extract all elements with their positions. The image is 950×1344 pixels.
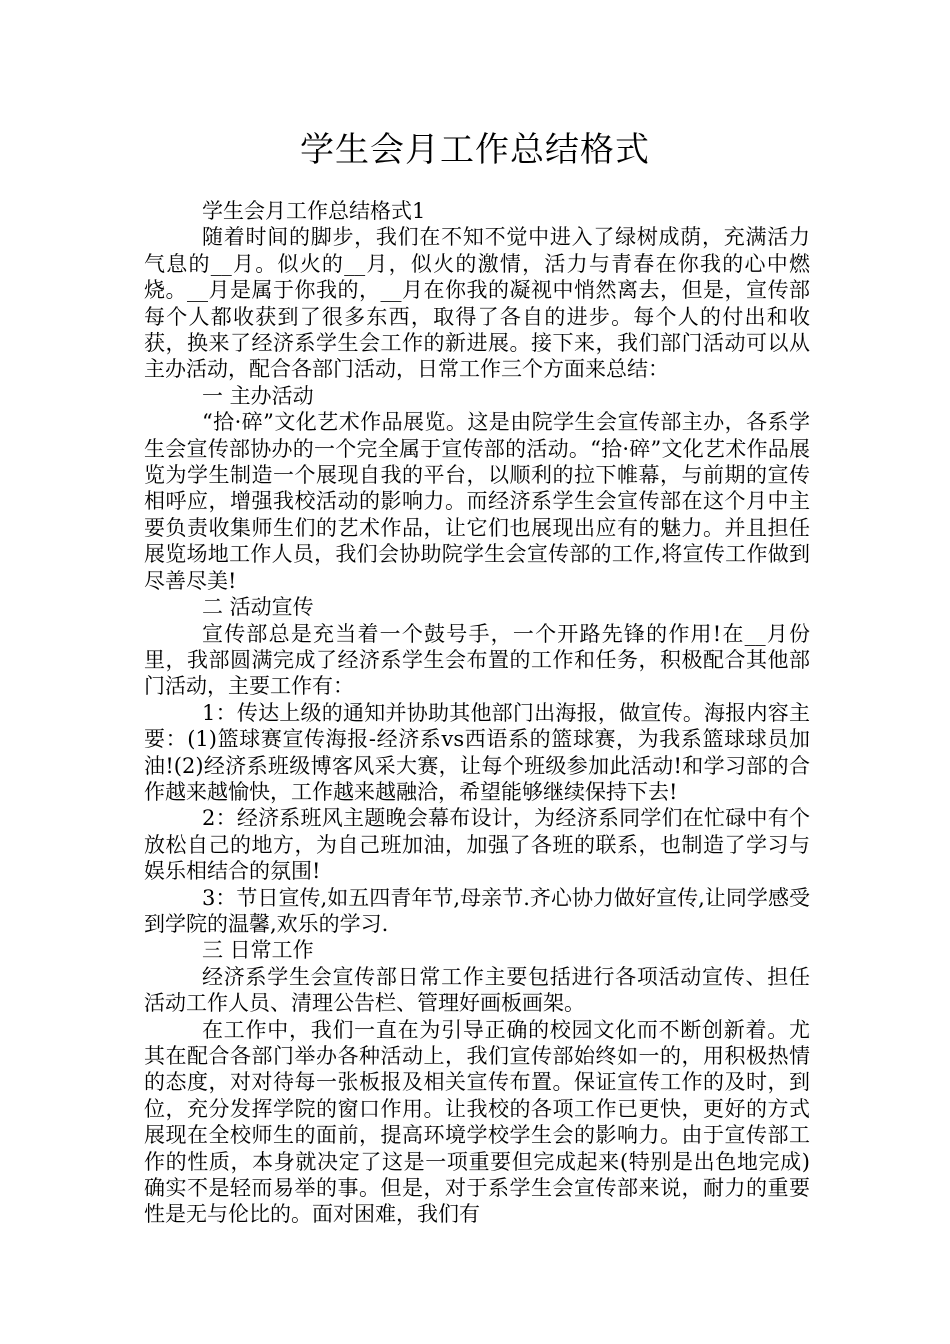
section-heading: 一 主办活动 bbox=[202, 383, 314, 408]
body-paragraph: “拾·碎”文化艺术作品展览。这是由院学生会宣传部主办，各系学生会宣传部协办的一个完全属于宣传部的活动。“拾·碎”文化艺术作品展览为学生制造一个展现自我的平台，以顺利的拉下帷幕，与前期的宣传相呼应，增强我校活动的影响力。而经济系学生会宣传部在这个月中主要负责收集师生们的艺术作品，让它们也展现出应有的魅力。并且担任展览场地工作人员，我们会协助院学生会宣传部的工作,将宣传工作做到尽善尽美! bbox=[144, 410, 810, 593]
section-heading: 三 日常工作 bbox=[202, 938, 314, 963]
section-subtitle: 学生会月工作总结格式1 bbox=[202, 199, 426, 223]
list-item: 3：节日宣传,如五四青年节,母亲节.齐心协力做好宣传,让同学感受到学院的温馨,欢乐的学习. bbox=[144, 885, 810, 936]
list-item: 2：经济系班风主题晚会幕布设计，为经济系同学们在忙碌中有个放松自己的地方，为自己班加油，加强了各班的联系，也制造了学习与娱乐相结合的氛围! bbox=[144, 806, 810, 884]
document-title: 学生会月工作总结格式 bbox=[300, 130, 650, 170]
body-paragraph: 经济系学生会宣传部日常工作主要包括进行各项活动宣传、担任活动工作人员、清理公告栏、管理好画板画架。 bbox=[144, 964, 810, 1016]
document-body bbox=[144, 198, 810, 1228]
body-paragraph: 宣传部总是充当着一个鼓号手，一个开路先锋的作用!在__月份里，我部圆满完成了经济系学生会布置的工作和任务，积极配合其他部门活动，主要工作有： bbox=[144, 621, 810, 699]
body-paragraph: 随着时间的脚步，我们在不知不觉中进入了绿树成荫，充满活力气息的__月。似火的__月，似火的激情，活力与青春在你我的心中燃烧。__月是属于你我的，__月在你我的凝视中悄然离去，但是，宣传部每个人都收获到了很多东西，取得了各自的进步。每个人的付出和收获，换来了经济系学生会工作的新进展。接下来，我们部门活动可以从主办活动，配合各部门活动，日常工作三个方面来总结： bbox=[144, 225, 810, 382]
section-heading: 二 活动宣传 bbox=[202, 595, 314, 620]
list-item: 1：传达上级的通知并协助其他部门出海报，做宣传。海报内容主要：(1)篮球赛宣传海报-经济系vs西语系的篮球赛，为我系篮球球员加油!(2)经济系班级博客风采大赛，让每个班级参加此活动!和学习部的合作越来越愉快，工作越来越融洽，希望能够继续保持下去! bbox=[144, 700, 810, 804]
body-paragraph: 在工作中，我们一直在为引导正确的校园文化而不断创新着。尤其在配合各部门举办各种活动上，我们宣传部始终如一的，用积极热情的态度，对对待每一张板报及相关宣传布置。保证宣传工作的及时，到位，充分发挥学院的窗口作用。让我校的各项工作已更快，更好的方式展现在全校师生的面前，提高环境学校学生会的影响力。由于宣传部工作的性质，本身就决定了这是一项重要但完成起来(特别是出色地完成)确实不是轻而易举的事。但是，对于系学生会宣传部来说，耐力的重要性是无与伦比的。面对困难，我们有 bbox=[144, 1017, 810, 1227]
